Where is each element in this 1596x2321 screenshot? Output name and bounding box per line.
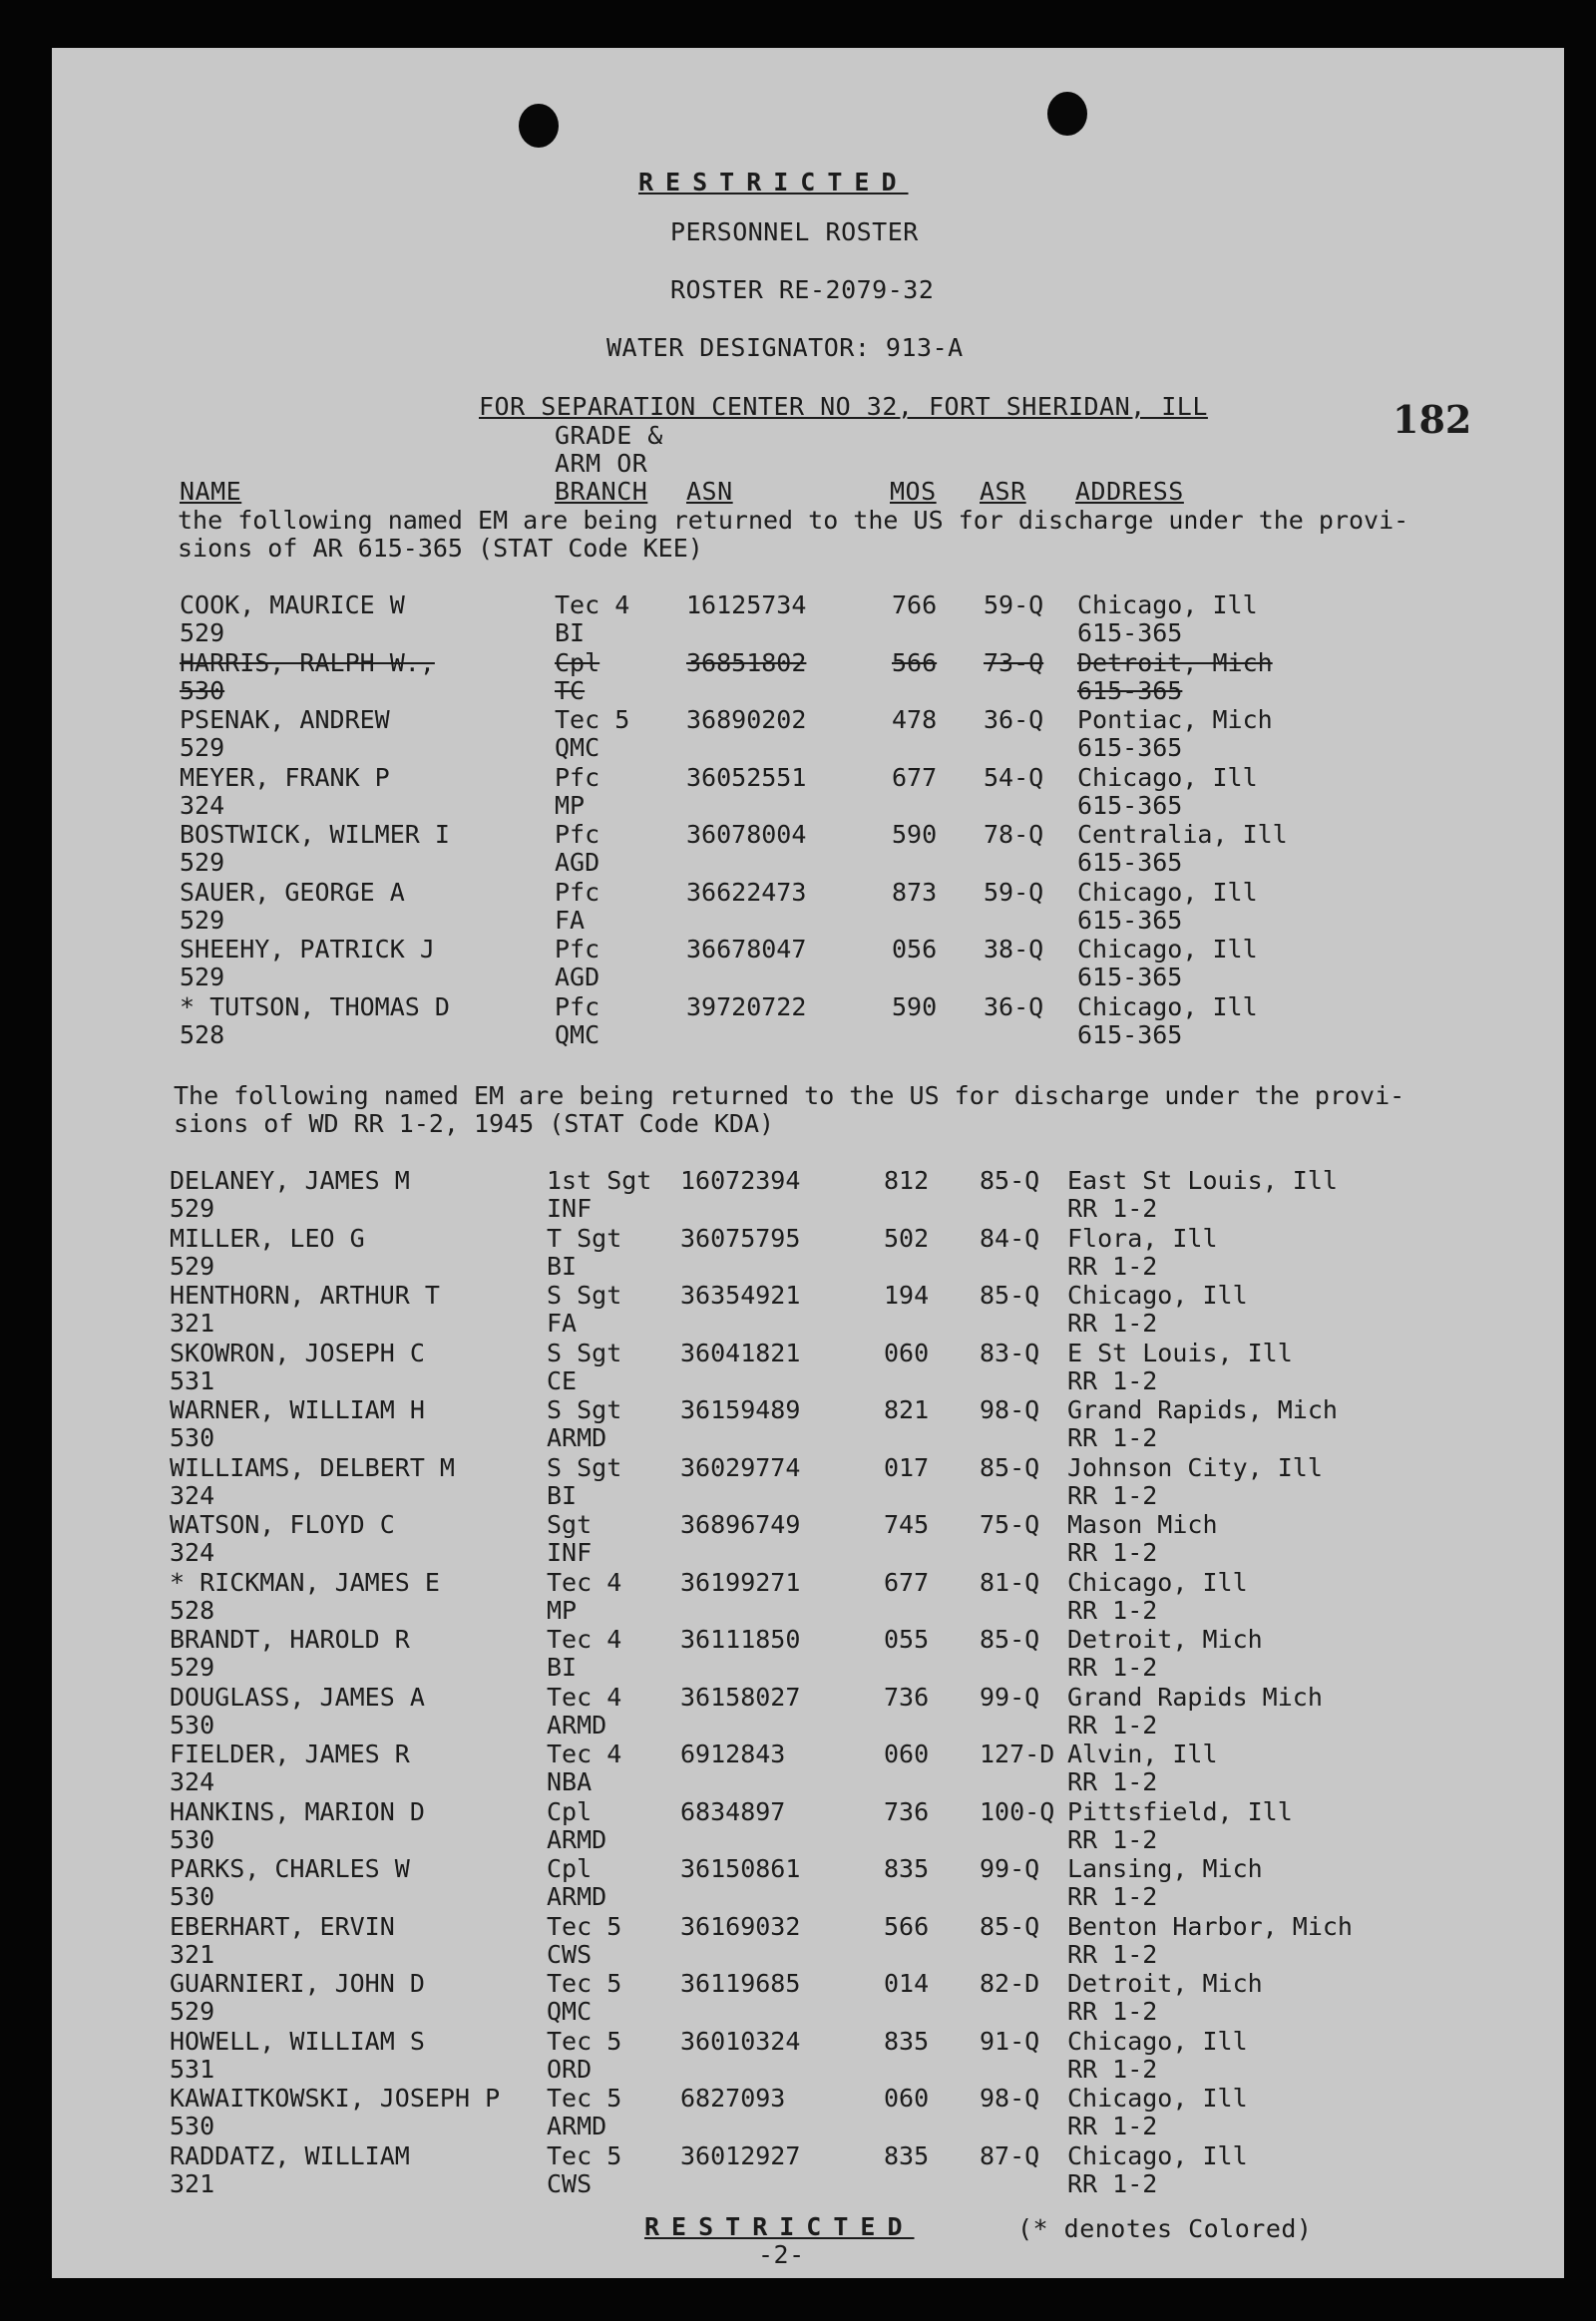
person-name: BRANDT, HAROLD R bbox=[170, 1625, 410, 1654]
asn: 16072394 bbox=[680, 1166, 801, 1195]
unit-code: 529 bbox=[170, 1194, 215, 1223]
address: Chicago, Ill bbox=[1067, 1567, 1248, 1597]
asr: 36-Q bbox=[984, 991, 1044, 1021]
col-branch-header: BRANCH bbox=[555, 477, 648, 506]
mos: 055 bbox=[884, 1625, 930, 1654]
asn: 36052551 bbox=[686, 762, 807, 792]
section1-intro: the following named EM are being returned to the US for discharge under the provi- bbox=[178, 506, 1409, 535]
regulation-ref: RR 1-2 bbox=[1067, 2054, 1158, 2084]
branch: ARMD bbox=[547, 1710, 607, 1740]
address: Detroit, Mich bbox=[1067, 1625, 1263, 1654]
address: Detroit, Mich bbox=[1067, 1969, 1263, 1998]
grade: Pfc bbox=[555, 877, 600, 907]
regulation-ref: RR 1-2 bbox=[1067, 1309, 1158, 1338]
asr: 85-Q bbox=[980, 1452, 1040, 1482]
branch: INF bbox=[547, 1538, 593, 1567]
asn: 36010324 bbox=[680, 2026, 801, 2056]
unit-code: 529 bbox=[170, 1251, 215, 1281]
regulation-ref: RR 1-2 bbox=[1067, 1251, 1158, 1281]
address: Chicago, Ill bbox=[1067, 1281, 1248, 1310]
grade: T Sgt bbox=[547, 1223, 622, 1253]
branch: QMC bbox=[555, 1019, 600, 1049]
unit-code: 530 bbox=[180, 675, 225, 705]
punch-hole bbox=[519, 104, 559, 148]
asn: 36199271 bbox=[680, 1567, 801, 1597]
branch: ORD bbox=[547, 2054, 593, 2084]
mos: 812 bbox=[884, 1166, 930, 1195]
asr: 59-Q bbox=[984, 590, 1044, 619]
address: Detroit, Mich bbox=[1077, 647, 1273, 677]
asr: 54-Q bbox=[984, 762, 1044, 792]
grade: Tec 4 bbox=[555, 590, 630, 619]
asr: 59-Q bbox=[984, 877, 1044, 907]
person-name: KAWAITKOWSKI, JOSEPH P bbox=[170, 2084, 501, 2113]
unit-code: 530 bbox=[170, 1710, 215, 1740]
roster-page bbox=[52, 48, 1564, 2278]
unit-code: 531 bbox=[170, 1365, 215, 1395]
branch: ARMD bbox=[547, 1423, 607, 1452]
section2-intro: The following named EM are being returned to the US for discharge under the provi- bbox=[174, 1081, 1405, 1110]
address: Grand Rapids, Mich bbox=[1067, 1395, 1338, 1424]
mos: 821 bbox=[884, 1395, 930, 1424]
mos: 502 bbox=[884, 1223, 930, 1253]
mos: 478 bbox=[892, 705, 938, 734]
mos: 766 bbox=[892, 590, 938, 619]
branch: BI bbox=[555, 618, 586, 647]
regulation-ref: RR 1-2 bbox=[1067, 2112, 1158, 2140]
asn: 36150861 bbox=[680, 1854, 801, 1883]
punch-hole bbox=[1047, 92, 1087, 136]
unit-code: 321 bbox=[170, 2168, 215, 2198]
page-number-stamp: 182 bbox=[1393, 397, 1472, 442]
grade: Sgt bbox=[547, 1510, 593, 1539]
grade: S Sgt bbox=[547, 1395, 622, 1424]
branch: INF bbox=[547, 1194, 593, 1223]
regulation-ref: RR 1-2 bbox=[1067, 1653, 1158, 1682]
branch: CE bbox=[547, 1365, 578, 1395]
mos: 835 bbox=[884, 2140, 930, 2170]
asr: 99-Q bbox=[980, 1682, 1040, 1712]
grade: S Sgt bbox=[547, 1281, 622, 1310]
regulation-ref: 615-365 bbox=[1077, 733, 1183, 762]
asr: 84-Q bbox=[980, 1223, 1040, 1253]
page-footer-number: -2- bbox=[758, 2240, 805, 2269]
grade: S Sgt bbox=[547, 1452, 622, 1482]
branch: BI bbox=[547, 1653, 578, 1682]
branch: TC bbox=[555, 675, 586, 705]
asn: 6834897 bbox=[680, 1796, 786, 1826]
address: Chicago, Ill bbox=[1077, 991, 1258, 1021]
unit-code: 529 bbox=[180, 905, 225, 935]
person-name: MEYER, FRANK P bbox=[180, 762, 390, 792]
section2-intro-cont: sions of WD RR 1-2, 1945 (STAT Code KDA) bbox=[174, 1109, 775, 1138]
colored-note: (* denotes Colored) bbox=[1017, 2214, 1313, 2243]
section1-intro-cont: sions of AR 615-365 (STAT Code KEE) bbox=[178, 534, 703, 563]
person-name: * TUTSON, THOMAS D bbox=[180, 991, 450, 1021]
grade: Pfc bbox=[555, 820, 600, 849]
grade: Tec 5 bbox=[547, 2084, 622, 2113]
person-name: FIELDER, JAMES R bbox=[170, 1740, 410, 1768]
branch: CWS bbox=[547, 2168, 593, 2198]
person-name: PARKS, CHARLES W bbox=[170, 1854, 410, 1883]
regulation-ref: RR 1-2 bbox=[1067, 1595, 1158, 1625]
branch: QMC bbox=[547, 1997, 593, 2026]
address: Chicago, Ill bbox=[1067, 2026, 1248, 2056]
unit-code: 324 bbox=[170, 1538, 215, 1567]
person-name: WARNER, WILLIAM H bbox=[170, 1395, 425, 1424]
unit-code: 530 bbox=[170, 1423, 215, 1452]
person-name: WILLIAMS, DELBERT M bbox=[170, 1452, 455, 1482]
grade: Pfc bbox=[555, 991, 600, 1021]
grade: Tec 4 bbox=[547, 1682, 622, 1712]
mos: 590 bbox=[892, 820, 938, 849]
mos: 060 bbox=[884, 2084, 930, 2113]
address: Chicago, Ill bbox=[1077, 877, 1258, 907]
water-designator: WATER DESIGNATOR: 913-A bbox=[606, 333, 964, 362]
branch: QMC bbox=[555, 733, 600, 762]
mos: 017 bbox=[884, 1452, 930, 1482]
asr: 100-Q bbox=[980, 1796, 1055, 1826]
address: Johnson City, Ill bbox=[1067, 1452, 1323, 1482]
asr: 36-Q bbox=[984, 705, 1044, 734]
asn: 16125734 bbox=[686, 590, 807, 619]
address: Grand Rapids Mich bbox=[1067, 1682, 1323, 1712]
grade: Tec 5 bbox=[547, 1969, 622, 1998]
branch: AGD bbox=[555, 848, 600, 877]
asn: 36029774 bbox=[680, 1452, 801, 1482]
address: Chicago, Ill bbox=[1067, 2084, 1248, 2113]
asn: 36622473 bbox=[686, 877, 807, 907]
unit-code: 529 bbox=[180, 848, 225, 877]
mos: 677 bbox=[892, 762, 938, 792]
regulation-ref: RR 1-2 bbox=[1067, 1882, 1158, 1911]
asr: 85-Q bbox=[980, 1281, 1040, 1310]
regulation-ref: RR 1-2 bbox=[1067, 1365, 1158, 1395]
asn: 6827093 bbox=[680, 2084, 786, 2113]
regulation-ref: RR 1-2 bbox=[1067, 1423, 1158, 1452]
asn: 36111850 bbox=[680, 1625, 801, 1654]
person-name: MILLER, LEO G bbox=[170, 1223, 365, 1253]
address: Benton Harbor, Mich bbox=[1067, 1911, 1353, 1941]
branch: MP bbox=[547, 1595, 578, 1625]
asr: 87-Q bbox=[980, 2140, 1040, 2170]
person-name: HOWELL, WILLIAM S bbox=[170, 2026, 425, 2056]
address: Pittsfield, Ill bbox=[1067, 1796, 1293, 1826]
grade: Tec 5 bbox=[547, 2026, 622, 2056]
regulation-ref: RR 1-2 bbox=[1067, 2168, 1158, 2198]
branch: ARMD bbox=[547, 1882, 607, 1911]
address: Chicago, Ill bbox=[1077, 590, 1258, 619]
address: Chicago, Ill bbox=[1077, 935, 1258, 964]
regulation-ref: RR 1-2 bbox=[1067, 1710, 1158, 1740]
asn: 39720722 bbox=[686, 991, 807, 1021]
grade: Pfc bbox=[555, 935, 600, 964]
mos: 566 bbox=[884, 1911, 930, 1941]
person-name: COOK, MAURICE W bbox=[180, 590, 405, 619]
regulation-ref: RR 1-2 bbox=[1067, 1997, 1158, 2026]
mos: 060 bbox=[884, 1338, 930, 1367]
regulation-ref: 615-365 bbox=[1077, 1019, 1183, 1049]
branch: NBA bbox=[547, 1767, 593, 1796]
branch: CWS bbox=[547, 1939, 593, 1969]
asn: 36354921 bbox=[680, 1281, 801, 1310]
asn: 36158027 bbox=[680, 1682, 801, 1712]
regulation-ref: 615-365 bbox=[1077, 618, 1183, 647]
person-name: PSENAK, ANDREW bbox=[180, 705, 390, 734]
address: Pontiac, Mich bbox=[1077, 705, 1273, 734]
unit-code: 321 bbox=[170, 1939, 215, 1969]
unit-code: 528 bbox=[180, 1019, 225, 1049]
asr: 83-Q bbox=[980, 1338, 1040, 1367]
regulation-ref: 615-365 bbox=[1077, 963, 1183, 991]
document-title: PERSONNEL ROSTER bbox=[670, 217, 919, 246]
person-name: EBERHART, ERVIN bbox=[170, 1911, 395, 1941]
regulation-ref: 615-365 bbox=[1077, 905, 1183, 935]
address: Lansing, Mich bbox=[1067, 1854, 1263, 1883]
person-name: RADDATZ, WILLIAM bbox=[170, 2140, 410, 2170]
asr: 81-Q bbox=[980, 1567, 1040, 1597]
regulation-ref: 615-365 bbox=[1077, 675, 1183, 705]
mos: 060 bbox=[884, 1740, 930, 1768]
asn: 6912843 bbox=[680, 1740, 786, 1768]
branch: BI bbox=[547, 1480, 578, 1510]
restricted-footer: RESTRICTED bbox=[644, 2212, 915, 2241]
branch: ARMD bbox=[547, 2112, 607, 2140]
asr: 82-D bbox=[980, 1969, 1040, 1998]
unit-code: 324 bbox=[170, 1480, 215, 1510]
col-grade-line1: GRADE & bbox=[555, 421, 663, 450]
asr: 85-Q bbox=[980, 1911, 1040, 1941]
unit-code: 529 bbox=[180, 618, 225, 647]
asr: 85-Q bbox=[980, 1166, 1040, 1195]
grade: Pfc bbox=[555, 762, 600, 792]
asr: 91-Q bbox=[980, 2026, 1040, 2056]
asr: 98-Q bbox=[980, 2084, 1040, 2113]
unit-code: 529 bbox=[180, 963, 225, 991]
address: Mason Mich bbox=[1067, 1510, 1218, 1539]
branch: BI bbox=[547, 1251, 578, 1281]
address: Flora, Ill bbox=[1067, 1223, 1218, 1253]
mos: 745 bbox=[884, 1510, 930, 1539]
mos: 194 bbox=[884, 1281, 930, 1310]
unit-code: 528 bbox=[170, 1595, 215, 1625]
branch: ARMD bbox=[547, 1824, 607, 1854]
unit-code: 530 bbox=[170, 1882, 215, 1911]
asr: 75-Q bbox=[980, 1510, 1040, 1539]
col-asn-header: ASN bbox=[686, 477, 733, 506]
unit-code: 529 bbox=[170, 1653, 215, 1682]
mos: 835 bbox=[884, 2026, 930, 2056]
asn: 36078004 bbox=[686, 820, 807, 849]
branch: AGD bbox=[555, 963, 600, 991]
address: Chicago, Ill bbox=[1077, 762, 1258, 792]
asn: 36169032 bbox=[680, 1911, 801, 1941]
asr: 99-Q bbox=[980, 1854, 1040, 1883]
mos: 056 bbox=[892, 935, 938, 964]
regulation-ref: 615-365 bbox=[1077, 790, 1183, 820]
regulation-ref: RR 1-2 bbox=[1067, 1767, 1158, 1796]
branch: MP bbox=[555, 790, 586, 820]
address: East St Louis, Ill bbox=[1067, 1166, 1338, 1195]
asn: 36119685 bbox=[680, 1969, 801, 1998]
mos: 873 bbox=[892, 877, 938, 907]
grade: 1st Sgt bbox=[547, 1166, 652, 1195]
asr: 38-Q bbox=[984, 935, 1044, 964]
grade: S Sgt bbox=[547, 1338, 622, 1367]
branch: FA bbox=[547, 1309, 578, 1338]
mos: 014 bbox=[884, 1969, 930, 1998]
branch: FA bbox=[555, 905, 586, 935]
grade: Cpl bbox=[555, 647, 600, 677]
unit-code: 324 bbox=[170, 1767, 215, 1796]
grade: Cpl bbox=[547, 1854, 593, 1883]
mos: 566 bbox=[892, 647, 938, 677]
asn: 36041821 bbox=[680, 1338, 801, 1367]
person-name: GUARNIERI, JOHN D bbox=[170, 1969, 425, 1998]
person-name: BOSTWICK, WILMER I bbox=[180, 820, 450, 849]
roster-number: ROSTER RE-2079-32 bbox=[670, 275, 935, 304]
grade: Cpl bbox=[547, 1796, 593, 1826]
col-grade-line2: ARM OR bbox=[555, 449, 648, 478]
unit-code: 529 bbox=[170, 1997, 215, 2026]
address: Alvin, Ill bbox=[1067, 1740, 1218, 1768]
mos: 677 bbox=[884, 1567, 930, 1597]
regulation-ref: RR 1-2 bbox=[1067, 1194, 1158, 1223]
person-name: SAUER, GEORGE A bbox=[180, 877, 405, 907]
person-name: HARRIS, RALPH W., bbox=[180, 647, 435, 677]
regulation-ref: RR 1-2 bbox=[1067, 1538, 1158, 1567]
unit-code: 529 bbox=[180, 733, 225, 762]
mos: 736 bbox=[884, 1682, 930, 1712]
col-mos-header: MOS bbox=[890, 477, 937, 506]
restricted-header: RESTRICTED bbox=[638, 168, 909, 196]
mos: 736 bbox=[884, 1796, 930, 1826]
unit-code: 530 bbox=[170, 1824, 215, 1854]
regulation-ref: RR 1-2 bbox=[1067, 1824, 1158, 1854]
grade: Tec 4 bbox=[547, 1567, 622, 1597]
asr: 78-Q bbox=[984, 820, 1044, 849]
mos: 835 bbox=[884, 1854, 930, 1883]
regulation-ref: RR 1-2 bbox=[1067, 1939, 1158, 1969]
asn: 36012927 bbox=[680, 2140, 801, 2170]
unit-code: 324 bbox=[180, 790, 225, 820]
person-name: WATSON, FLOYD C bbox=[170, 1510, 395, 1539]
grade: Tec 5 bbox=[547, 2140, 622, 2170]
asn: 36075795 bbox=[680, 1223, 801, 1253]
unit-code: 321 bbox=[170, 1309, 215, 1338]
grade: Tec 5 bbox=[555, 705, 630, 734]
address: Chicago, Ill bbox=[1067, 2140, 1248, 2170]
asn: 36678047 bbox=[686, 935, 807, 964]
person-name: HANKINS, MARION D bbox=[170, 1796, 425, 1826]
separation-center: FOR SEPARATION CENTER NO 32, FORT SHERIDAN, ILL bbox=[479, 392, 1208, 421]
col-asr-header: ASR bbox=[980, 477, 1026, 506]
asn: 36890202 bbox=[686, 705, 807, 734]
address: Centralia, Ill bbox=[1077, 820, 1288, 849]
regulation-ref: 615-365 bbox=[1077, 848, 1183, 877]
person-name: * RICKMAN, JAMES E bbox=[170, 1567, 440, 1597]
grade: Tec 4 bbox=[547, 1740, 622, 1768]
asr: 85-Q bbox=[980, 1625, 1040, 1654]
person-name: DOUGLASS, JAMES A bbox=[170, 1682, 425, 1712]
unit-code: 530 bbox=[170, 2112, 215, 2140]
col-name-header: NAME bbox=[180, 477, 242, 506]
asr: 73-Q bbox=[984, 647, 1044, 677]
person-name: SKOWRON, JOSEPH C bbox=[170, 1338, 425, 1367]
regulation-ref: RR 1-2 bbox=[1067, 1480, 1158, 1510]
asn: 36896749 bbox=[680, 1510, 801, 1539]
person-name: DELANEY, JAMES M bbox=[170, 1166, 410, 1195]
asn: 36159489 bbox=[680, 1395, 801, 1424]
grade: Tec 5 bbox=[547, 1911, 622, 1941]
address: E St Louis, Ill bbox=[1067, 1338, 1293, 1367]
asn: 36851802 bbox=[686, 647, 807, 677]
unit-code: 531 bbox=[170, 2054, 215, 2084]
grade: Tec 4 bbox=[547, 1625, 622, 1654]
person-name: SHEEHY, PATRICK J bbox=[180, 935, 435, 964]
col-address-header: ADDRESS bbox=[1075, 477, 1184, 506]
person-name: HENTHORN, ARTHUR T bbox=[170, 1281, 440, 1310]
mos: 590 bbox=[892, 991, 938, 1021]
asr: 127-D bbox=[980, 1740, 1055, 1768]
asr: 98-Q bbox=[980, 1395, 1040, 1424]
